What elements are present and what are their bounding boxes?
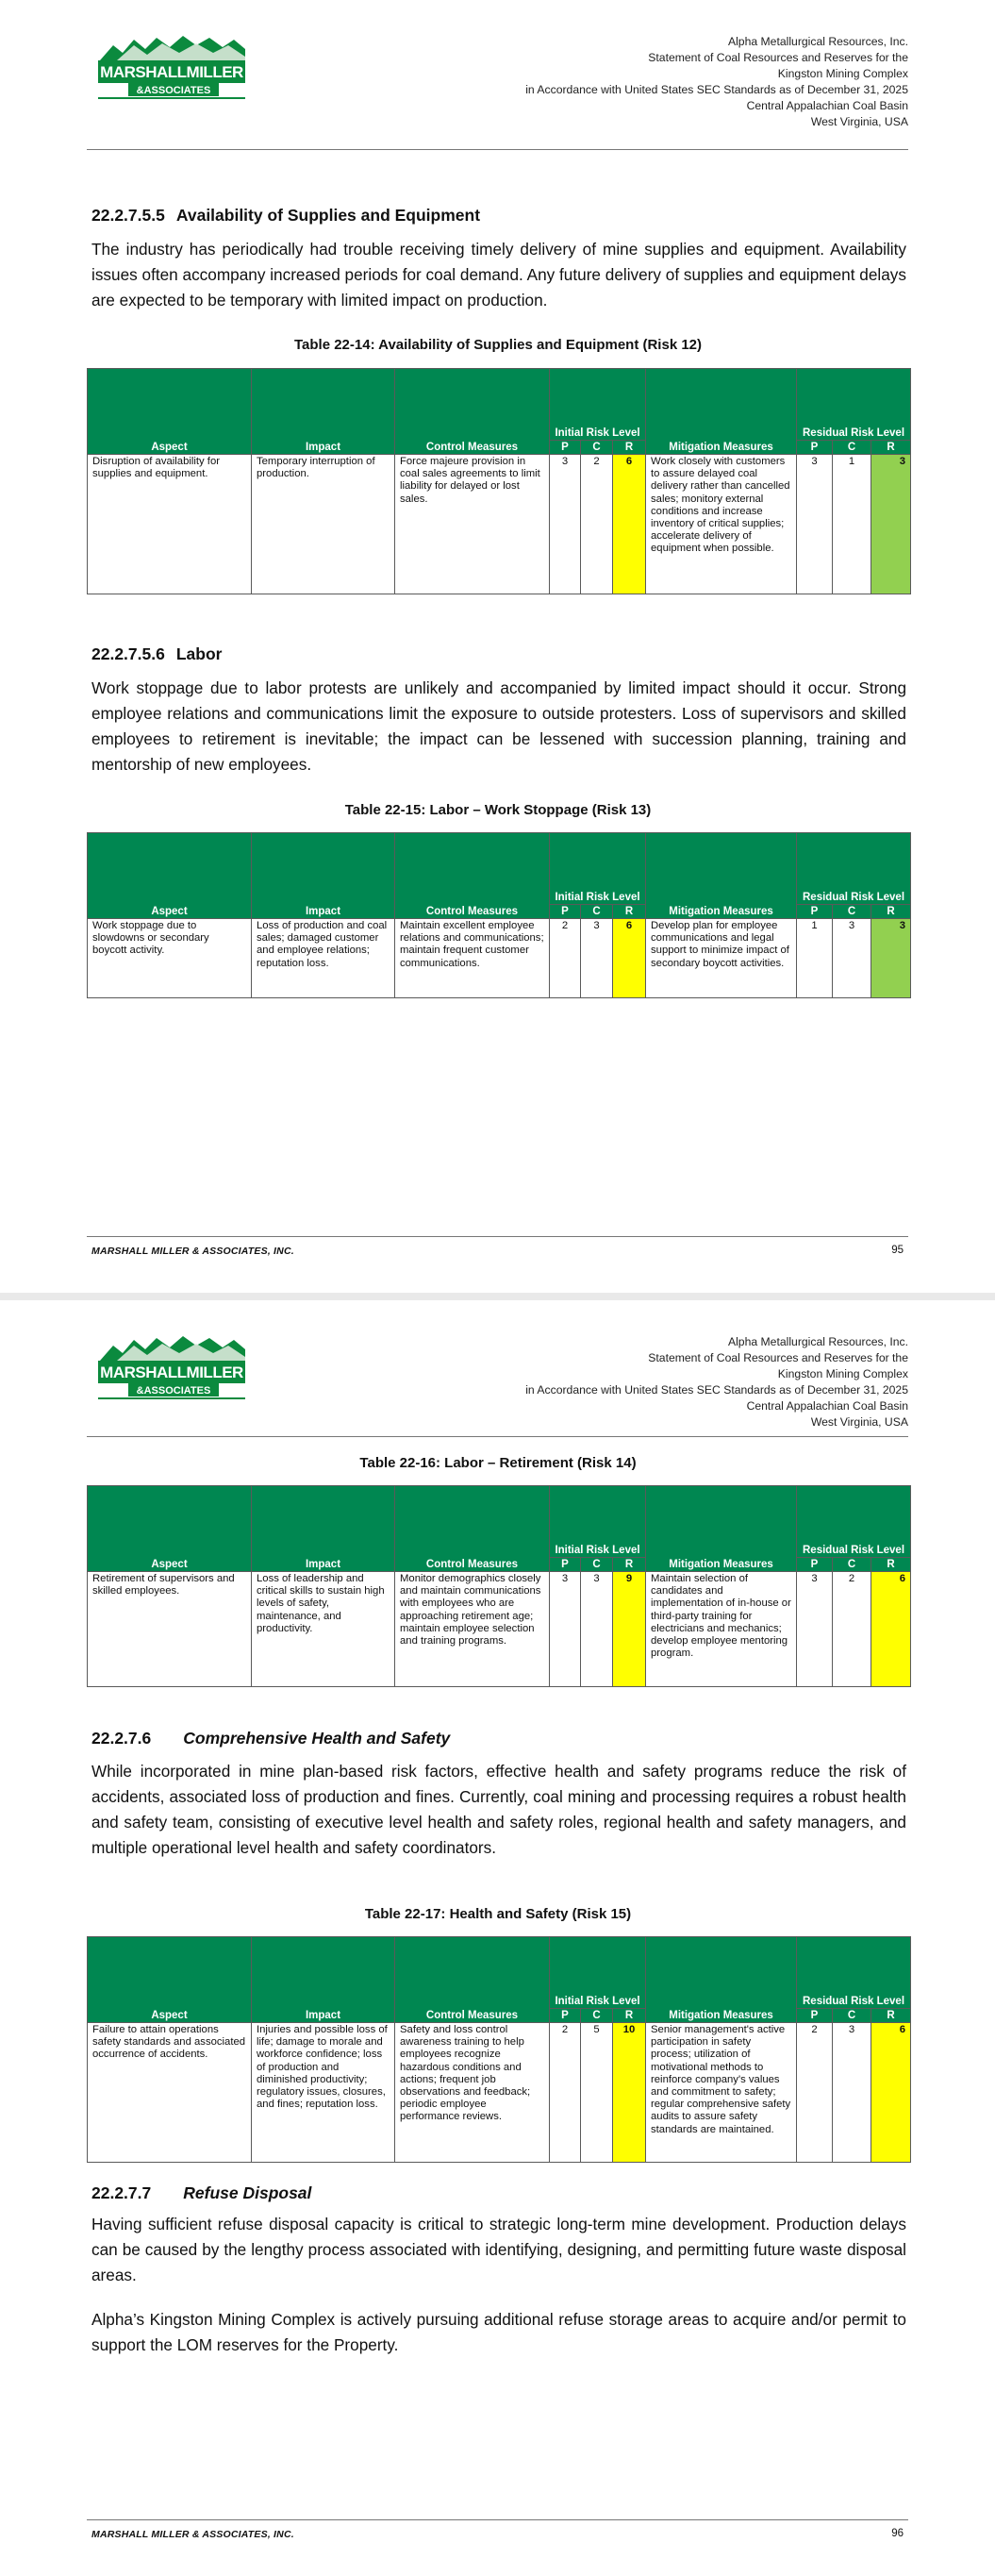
col-r: R [871,441,911,455]
header-line: Alpha Metallurgical Resources, Inc. [727,35,908,48]
col-aspect: Aspect [88,833,252,919]
cell-residual-p: 3 [797,455,833,594]
col-mitigation: Mitigation Measures [646,1486,797,1572]
table-caption: Table 22-15: Labor – Work Stoppage (Risk 13) [344,802,652,818]
col-c: C [833,905,871,919]
col-c: C [581,905,613,919]
section-title: Comprehensive Health and Safety [183,1729,451,1748]
risk-table-12 [87,368,911,594]
cell-initial-p: 2 [550,919,581,998]
col-p: P [797,1558,833,1572]
header-line: West Virginia, USA [810,115,908,128]
col-r: R [871,2009,911,2023]
cell-initial-r: 6 [613,455,646,594]
table-row [88,1572,911,1687]
section-heading [91,1729,450,1748]
header-divider [87,149,908,150]
marshall-miller-logo-icon [96,32,249,100]
paragraph: While incorporated in mine plan-based risk factors, effective health and safety programs reduce the risk of accidents, associated loss of production and fines. Currently, coal mining and processing requires a robust health and safety team, consisting of executive level health and safety roles, regional health and safety managers, and multiple operational level health and safety coordinators. [91,1762,906,1857]
footer-divider [87,1236,908,1237]
cell-initial-p: 3 [550,1572,581,1687]
cell-impact: Loss of leadership and critical skills to sustain high levels of safety, maintenance, and productivity. [252,1572,395,1687]
cell-initial-r: 6 [613,919,646,998]
col-initial-risk: Initial Risk Level [550,1486,646,1558]
cell-initial-p: 3 [550,455,581,594]
col-r: R [871,1558,911,1572]
col-residual-risk: Residual Risk Level [797,833,911,905]
cell-residual-r: 3 [871,919,911,998]
cell-initial-c: 3 [581,1572,613,1687]
cell-residual-r: 6 [871,1572,911,1687]
page-96 [0,1300,995,2576]
col-c: C [833,441,871,455]
section-number: 22.2.7.7 [91,2183,152,2202]
table-row [88,2023,911,2163]
col-p: P [550,2009,581,2023]
cell-aspect: Disruption of availability for supplies and equipment. [88,455,252,594]
cell-aspect: Work stoppage due to slowdowns or secondary boycott activity. [88,919,252,998]
col-initial-risk: Initial Risk Level [550,833,646,905]
col-control: Control Measures [395,1486,550,1572]
header-line: West Virginia, USA [810,1415,908,1429]
cell-mitigation: Work closely with customers to assure delayed coal delivery rather than cancelled sales; monitory external conditions and increase inventory of critical supplies; accelerate delivery of equipment when possible. [646,455,797,594]
header-line: in Accordance with United States SEC Standards as of December 31, 2025 [525,83,908,96]
col-residual-risk: Residual Risk Level [797,1937,911,2009]
col-c: C [581,441,613,455]
table-caption: Table 22-14: Availability of Supplies and Equipment (Risk 12) [293,337,703,353]
page-number: 95 [891,1245,904,1256]
col-c: C [581,1558,613,1572]
col-control: Control Measures [395,369,550,455]
col-r: R [613,1558,646,1572]
page-header [525,34,908,130]
cell-control: Safety and loss control awareness training to help employees recognize hazardous conditions and actions; frequent job observations and feedback; periodic employee performance reviews. [395,2023,550,2163]
cell-residual-p: 1 [797,919,833,998]
col-control: Control Measures [395,1937,550,2023]
header-line: Kingston Mining Complex [777,67,908,80]
cell-mitigation: Develop plan for employee communications and legal support to minimize impact of secondary boycott activities. [646,919,797,998]
cell-initial-c: 5 [581,2023,613,2163]
cell-aspect: Retirement of supervisors and skilled employees. [88,1572,252,1687]
table-row [88,455,911,594]
col-residual-risk: Residual Risk Level [797,369,911,441]
cell-impact: Injuries and possible loss of life; damage to morale and workforce confidence; loss of production and diminished productivity; regulatory issues, closures, and fines; reputation loss. [252,2023,395,2163]
col-p: P [550,905,581,919]
col-c: C [581,2009,613,2023]
header-line: Central Appalachian Coal Basin [746,1399,908,1413]
col-p: P [797,905,833,919]
col-p: P [797,441,833,455]
cell-control: Monitor demographics closely and maintain communications with employees who are approaching retirement age; maintain employee selection and training programs. [395,1572,550,1687]
cell-impact: Loss of production and coal sales; damaged customer and employee relations; reputation loss. [252,919,395,998]
col-c: C [833,2009,871,2023]
cell-mitigation: Senior management's active participation in safety process; utilization of motivational methods to reinforce company's values and commitment to safety; regular comprehensive safety audits to assure safety standards are maintained. [646,2023,797,2163]
marshall-miller-logo-icon [96,1332,249,1400]
cell-mitigation: Maintain selection of candidates and implementation of in-house or third-party training for electricians and mechanics; develop employee mentoring program. [646,1572,797,1687]
table-caption: Table 22-17: Health and Safety (Risk 15) [364,1906,632,1922]
cell-control: Maintain excellent employee relations and communications; maintain frequent customer communications. [395,919,550,998]
col-initial-risk: Initial Risk Level [550,1937,646,2009]
header-line: Alpha Metallurgical Resources, Inc. [727,1335,908,1348]
cell-aspect: Failure to attain operations safety standards and associated occurrence of accidents. [88,2023,252,2163]
col-c: C [833,1558,871,1572]
section-heading [91,206,480,226]
section-number: 22.2.7.6 [91,1729,152,1748]
col-mitigation: Mitigation Measures [646,833,797,919]
paragraph: Alpha’s Kingston Mining Complex is actively pursuing additional refuse storage areas to acquire and/or permit to support the LOM reserves for the Property. [91,2310,906,2354]
cell-initial-c: 2 [581,455,613,594]
col-r: R [613,2009,646,2023]
cell-residual-r: 6 [871,2023,911,2163]
cell-control: Force majeure provision in coal sales agreements to limit liability for delayed or lost sales. [395,455,550,594]
col-p: P [797,2009,833,2023]
section-title: Availability of Supplies and Equipment [175,206,481,225]
section-title: Refuse Disposal [183,2183,312,2202]
paragraph: Work stoppage due to labor protests are unlikely and accompanied by limited impact should it occur. Strong employee relations and communications limit the exposure to outside protesters. Loss of supervisors and skilled employees to retirement is inevitable; the impact can be lessened with succession planning, training and mentorship of new employees. [91,678,906,774]
col-impact: Impact [252,369,395,455]
cell-residual-p: 2 [797,2023,833,2163]
cell-residual-c: 3 [833,919,871,998]
section-number: 22.2.7.5.6 [91,644,165,663]
col-r: R [871,905,911,919]
footer-divider [87,2519,908,2520]
header-line: Statement of Coal Resources and Reserves for the [648,1351,908,1364]
risk-table-14 [87,1485,911,1687]
col-impact: Impact [252,833,395,919]
col-initial-risk: Initial Risk Level [550,369,646,441]
paragraph: The industry has periodically had trouble receiving timely delivery of mine supplies and equipment. Availability issues often accompany increased periods for coal demand. Any future delivery of supplies and equipment delays are expected to be temporary with limited impact on production. [91,240,906,309]
table-row [88,919,911,998]
section-number: 22.2.7.5.5 [91,206,165,225]
col-p: P [550,1558,581,1572]
cell-initial-c: 3 [581,919,613,998]
page-header [525,1334,908,1430]
section-title: Labor [175,644,223,663]
header-line: Central Appalachian Coal Basin [746,99,908,112]
col-r: R [613,441,646,455]
cell-residual-c: 1 [833,455,871,594]
cell-initial-r: 9 [613,1572,646,1687]
col-residual-risk: Residual Risk Level [797,1486,911,1558]
col-r: R [613,905,646,919]
col-impact: Impact [252,1937,395,2023]
col-aspect: Aspect [88,1486,252,1572]
risk-table-15 [87,1936,911,2163]
cell-residual-c: 3 [833,2023,871,2163]
cell-initial-p: 2 [550,2023,581,2163]
header-divider [87,1436,908,1437]
col-p: P [550,441,581,455]
cell-impact: Temporary interruption of production. [252,455,395,594]
header-line: Kingston Mining Complex [777,1367,908,1380]
col-control: Control Measures [395,833,550,919]
section-heading [91,644,222,664]
header-line: in Accordance with United States SEC Standards as of December 31, 2025 [525,1383,908,1397]
col-mitigation: Mitigation Measures [646,1937,797,2023]
paragraph: Having sufficient refuse disposal capacity is critical to strategic long-term mine development. Production delays can be caused by the lengthy process associated with identifying, designing, and permitting future waste disposal areas. [91,2215,906,2284]
col-aspect: Aspect [88,369,252,455]
risk-table-13 [87,832,911,998]
col-aspect: Aspect [88,1937,252,2023]
table-caption: Table 22-16: Labor – Retirement (Risk 14) [359,1455,637,1471]
cell-residual-p: 3 [797,1572,833,1687]
footer-company: MARSHALL MILLER & ASSOCIATES, INC. [91,2529,294,2540]
header-line: Statement of Coal Resources and Reserves for the [648,51,908,64]
page-number: 96 [891,2528,904,2539]
col-impact: Impact [252,1486,395,1572]
section-heading [91,2183,311,2203]
col-mitigation: Mitigation Measures [646,369,797,455]
cell-residual-r: 3 [871,455,911,594]
footer-company: MARSHALL MILLER & ASSOCIATES, INC. [91,1246,294,1257]
cell-residual-c: 2 [833,1572,871,1687]
cell-initial-r: 10 [613,2023,646,2163]
